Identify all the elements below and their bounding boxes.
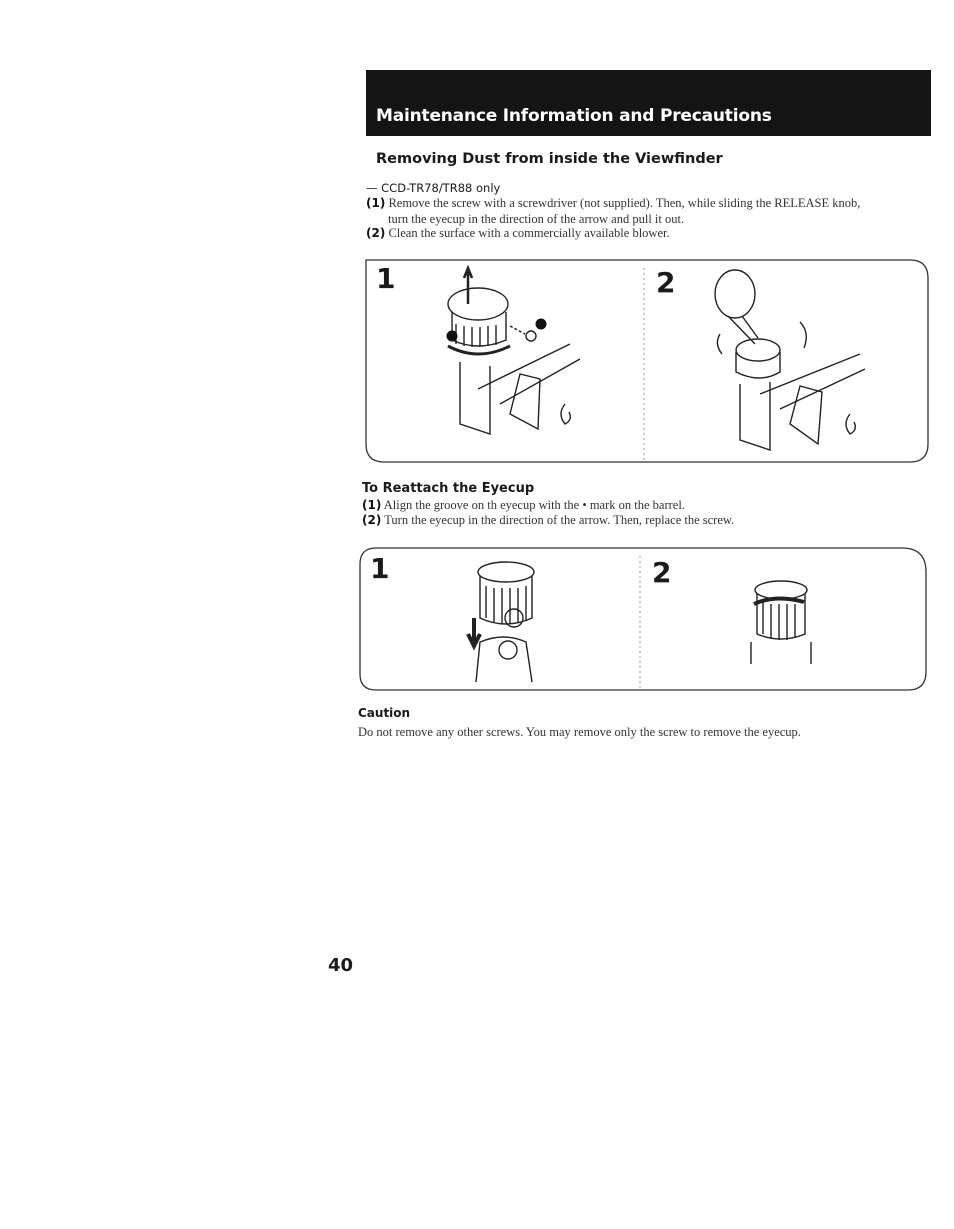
step-text: Remove the screw with a screwdriver (not supplied). Then, while sliding the RELEASE knob, [388,196,861,210]
caution-heading: Caution [358,706,411,720]
model-note: — CCD-TR78/TR88 only [366,181,501,195]
step-number: (1) [362,498,382,512]
step-2-dust [366,226,670,241]
step-1-dust [366,196,860,211]
figure-panel-number: 1 [370,552,390,585]
eyecup-removal-illustration [448,268,580,434]
figure-remove-eyecup [360,254,934,468]
eyecup-align-illustration [468,562,534,682]
step-2-reattach [362,513,734,528]
step-number: (2) [366,226,386,240]
step-1-continuation: turn the eyecup in the direction of the arrow and pull it out. [388,212,685,226]
figure-panel-number: 1 [376,262,396,295]
step-number: (2) [362,513,382,527]
step-text: Turn the eyecup in the direction of the arrow. Then, replace the screw. [384,513,735,527]
figure-panel-number: 2 [652,556,672,589]
step-1-reattach [362,498,685,513]
page-number: 40 [328,955,354,976]
figure-panel-number: 2 [656,266,676,299]
blower-cleaning-illustration [715,270,865,450]
section-heading-reattach: To Reattach the Eyecup [362,481,535,496]
figure-reattach-eyecup [356,542,932,694]
eyecup-turn-illustration [751,581,811,664]
step-text: Clean the surface with a commercially available blower. [388,226,670,240]
section-heading-dust: Removing Dust from inside the Viewfinder [376,151,723,167]
step-number: (1) [366,196,386,210]
page-title: Maintenance Information and Precautions [376,106,772,126]
step-text: Align the groove on th eyecup with the • mark on the barrel. [383,498,685,512]
caution-text: Do not remove any other screws. You may remove only the screw to remove the eyecup. [358,725,801,739]
section-banner [366,70,931,136]
